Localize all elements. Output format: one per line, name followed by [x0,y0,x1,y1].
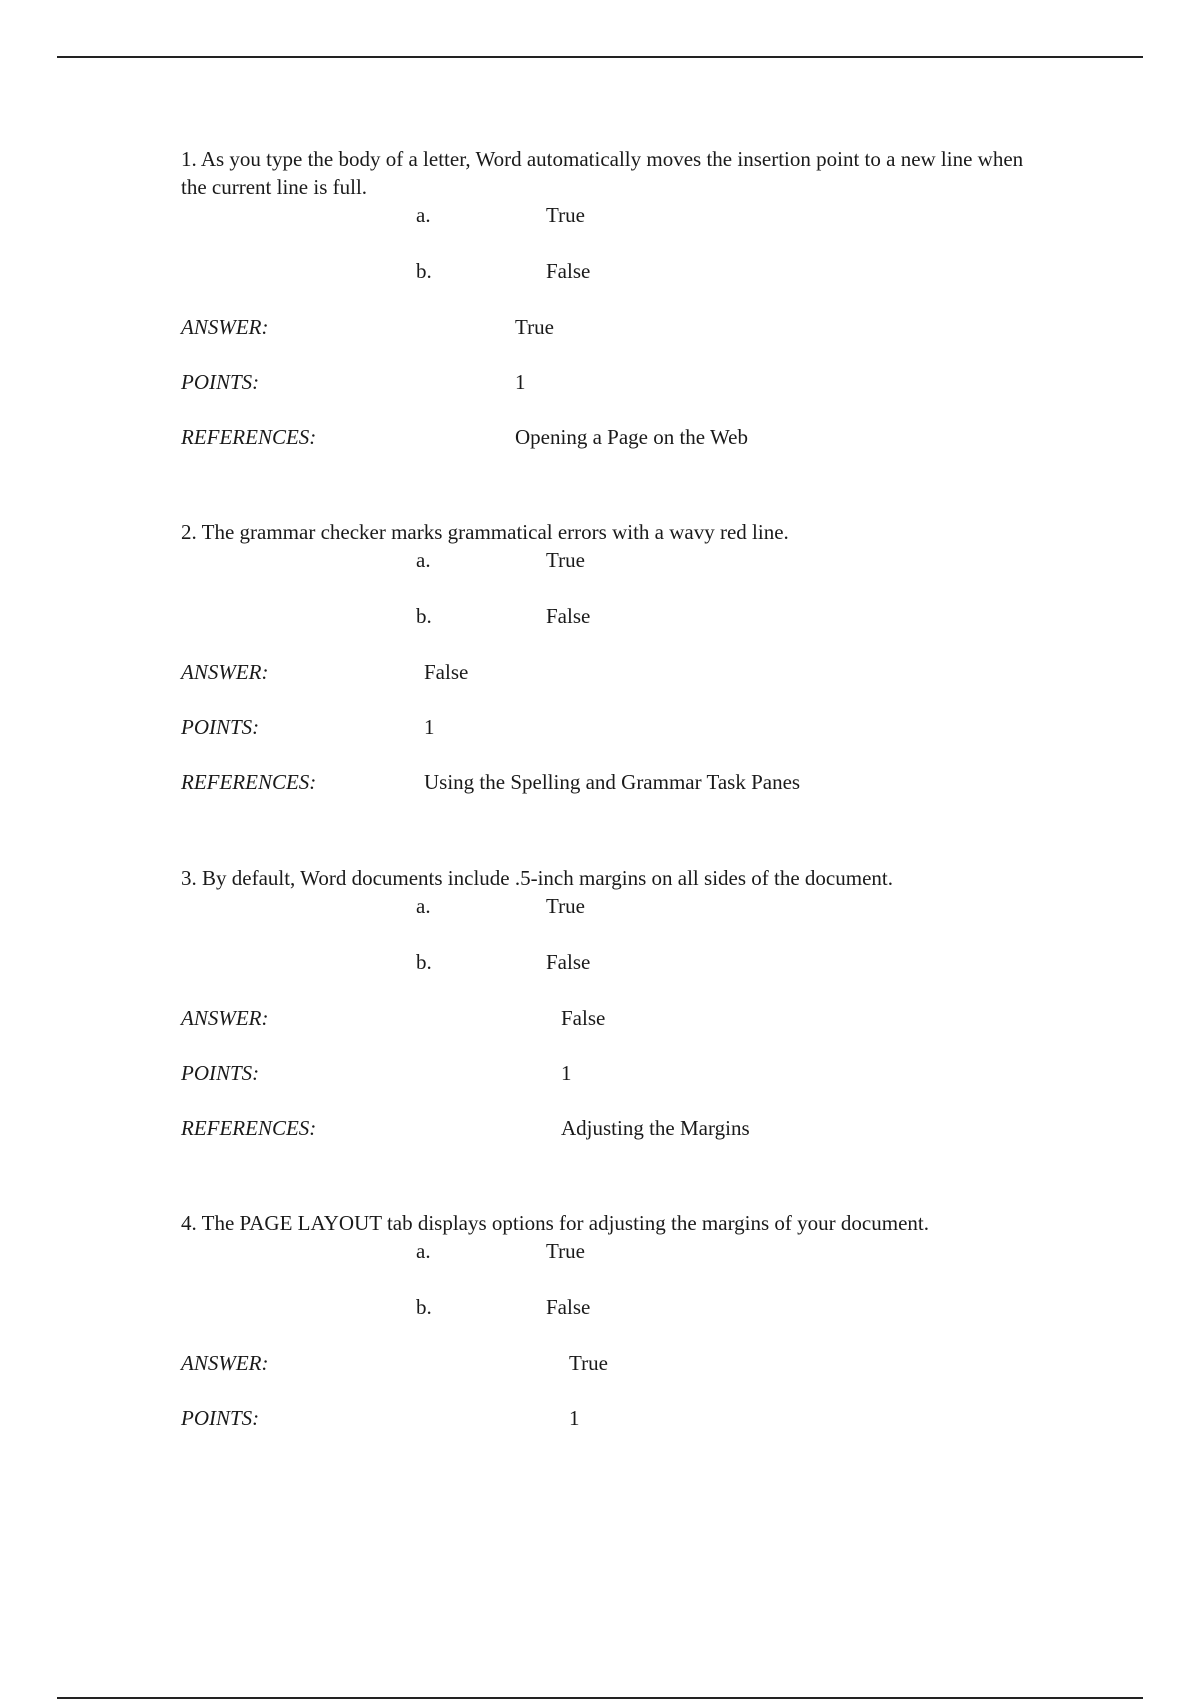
bottom-rule [57,1697,1143,1699]
top-rule [57,56,1143,58]
answer-label: ANSWER: [181,1006,269,1030]
option-b [181,1293,1041,1349]
answer-row [181,1004,1041,1059]
option-letter: b. [416,950,432,974]
option-text: False [546,259,591,283]
references-label: REFERENCES: [181,1116,317,1140]
option-text: True [546,203,585,227]
references-label: REFERENCES: [181,425,317,449]
option-text: False [546,604,591,628]
points-label: POINTS: [181,1406,260,1430]
question-4 [181,1209,1041,1459]
option-text: True [546,894,585,918]
points-value: 1 [561,1061,572,1085]
points-value: 1 [424,715,435,739]
points-label: POINTS: [181,1061,260,1085]
answer-label: ANSWER: [181,315,269,339]
points-label: POINTS: [181,715,260,739]
references-label: REFERENCES: [181,770,317,794]
option-text: False [546,950,591,974]
question-3 [181,864,1041,1169]
option-letter: b. [416,604,432,628]
option-b [181,602,1041,658]
points-row [181,368,1041,423]
question-text: 2. The grammar checker marks grammatical errors with a wavy red line. [181,520,789,544]
option-a [181,201,1041,257]
option-b [181,257,1041,313]
option-letter: a. [416,203,431,227]
references-row [181,1114,1041,1169]
references-row [181,423,1041,478]
option-b [181,948,1041,1004]
option-text: True [546,1239,585,1263]
points-label: POINTS: [181,370,260,394]
answer-row [181,658,1041,713]
answer-value: True [515,315,554,339]
answer-label: ANSWER: [181,660,269,684]
references-value: Using the Spelling and Grammar Task Panes [424,770,801,794]
question-text: 1. As you type the body of a letter, Word automatically moves the insertion point to a new line when the current line is full. [181,147,1024,199]
points-value: 1 [515,370,526,394]
points-row [181,713,1041,768]
references-value: Opening a Page on the Web [515,425,748,449]
points-row [181,1404,1041,1459]
answer-label: ANSWER: [181,1351,269,1375]
answer-value: True [569,1351,608,1375]
references-value: Adjusting the Margins [561,1116,750,1140]
option-a [181,892,1041,948]
option-letter: a. [416,1239,431,1263]
option-letter: b. [416,1295,432,1319]
question-text: 4. The PAGE LAYOUT tab displays options for adjusting the margins of your document. [181,1211,929,1235]
option-text: False [546,1295,591,1319]
question-2 [181,518,1041,823]
option-text: True [546,548,585,572]
answer-row [181,1349,1041,1404]
answer-row [181,313,1041,368]
option-letter: b. [416,259,432,283]
option-a [181,546,1041,602]
question-1 [181,145,1041,478]
option-letter: a. [416,894,431,918]
points-value: 1 [569,1406,580,1430]
points-row [181,1059,1041,1114]
references-row [181,768,1041,823]
option-letter: a. [416,548,431,572]
question-text: 3. By default, Word documents include .5-inch margins on all sides of the document. [181,866,893,890]
answer-value: False [424,660,469,684]
answer-value: False [561,1006,606,1030]
option-a [181,1237,1041,1293]
